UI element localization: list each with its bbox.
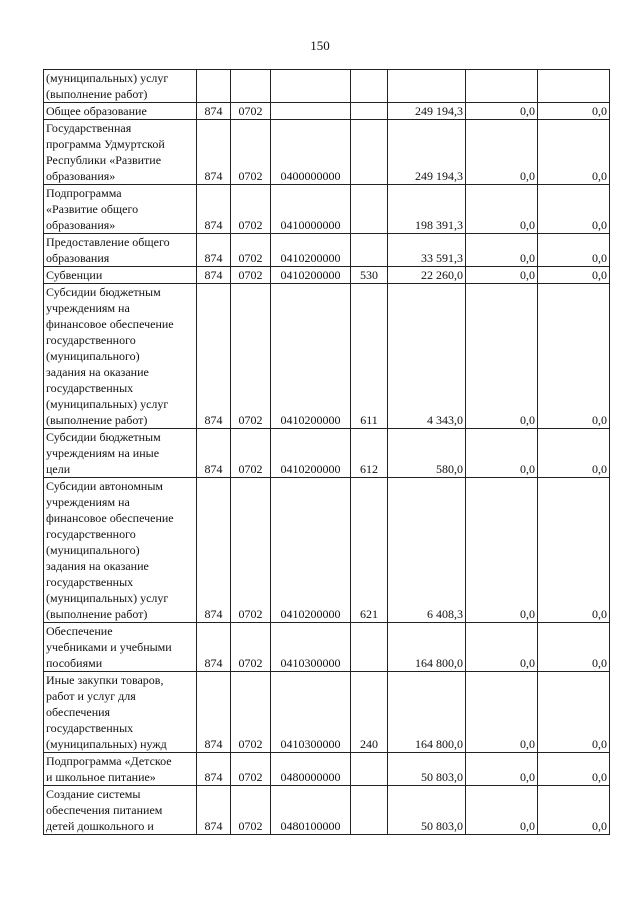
expense-type-code-cell [351,623,388,672]
amount-cell: 249 194,3 [388,120,466,185]
amount-year2-cell: 0,0 [466,429,538,478]
amount-year3-cell: 0,0 [538,672,610,753]
amount-year3-cell: 0,0 [538,120,610,185]
item-name-cell: Государственная программа Удмуртской Республики «Развитие образования» [44,120,197,185]
amount-year2-cell: 0,0 [466,284,538,429]
table-row [44,267,610,284]
budget-table [43,69,610,835]
expense-type-code-cell [351,185,388,234]
page-number: 150 [310,38,330,53]
table-row [44,185,610,234]
department-code-cell: 874 [197,672,231,753]
target-item-code-cell: 0480000000 [271,753,351,786]
target-item-code-cell: 0410300000 [271,672,351,753]
item-name-cell: Субвенции [44,267,197,284]
section-code-cell: 0702 [231,284,271,429]
amount-cell: 22 260,0 [388,267,466,284]
amount-cell: 164 800,0 [388,672,466,753]
expense-type-code-cell [351,103,388,120]
target-item-code-cell [271,70,351,103]
department-code-cell: 874 [197,753,231,786]
section-code-cell: 0702 [231,672,271,753]
amount-cell: 6 408,3 [388,478,466,623]
amount-year2-cell: 0,0 [466,672,538,753]
section-code-cell: 0702 [231,478,271,623]
amount-year2-cell: 0,0 [466,103,538,120]
target-item-code-cell: 0410200000 [271,284,351,429]
amount-year3-cell: 0,0 [538,753,610,786]
expense-type-code-cell [351,753,388,786]
amount-year3-cell: 0,0 [538,623,610,672]
expense-type-code-cell [351,786,388,835]
amount-year3-cell: 0,0 [538,284,610,429]
department-code-cell: 874 [197,234,231,267]
table-row [44,234,610,267]
amount-cell: 164 800,0 [388,623,466,672]
amount-cell: 33 591,3 [388,234,466,267]
department-code-cell: 874 [197,429,231,478]
target-item-code-cell [271,103,351,120]
expense-type-code-cell [351,70,388,103]
expense-type-code-cell: 612 [351,429,388,478]
amount-year2-cell: 0,0 [466,753,538,786]
table-row [44,672,610,753]
amount-cell: 249 194,3 [388,103,466,120]
section-code-cell: 0702 [231,786,271,835]
amount-year2-cell: 0,0 [466,185,538,234]
table-row [44,478,610,623]
amount-year2-cell: 0,0 [466,786,538,835]
item-name-cell: Субсидии бюджетным учреждениям на иные цели [44,429,197,478]
expense-type-code-cell [351,234,388,267]
section-code-cell: 0702 [231,103,271,120]
table-row [44,429,610,478]
target-item-code-cell: 0410000000 [271,185,351,234]
table-row [44,786,610,835]
table-body [44,70,610,835]
item-name-cell: Создание системы обеспечения питанием детей дошкольного и [44,786,197,835]
section-code-cell: 0702 [231,753,271,786]
item-name-cell: Обеспечение учебниками и учебными пособиями [44,623,197,672]
section-code-cell: 0702 [231,120,271,185]
section-code-cell: 0702 [231,267,271,284]
table-row [44,623,610,672]
amount-cell: 50 803,0 [388,786,466,835]
expense-type-code-cell [351,120,388,185]
section-code-cell [231,70,271,103]
table-row [44,70,610,103]
table-row [44,753,610,786]
department-code-cell: 874 [197,185,231,234]
amount-cell: 198 391,3 [388,185,466,234]
section-code-cell: 0702 [231,623,271,672]
section-code-cell: 0702 [231,234,271,267]
amount-year3-cell: 0,0 [538,103,610,120]
amount-year2-cell: 0,0 [466,267,538,284]
item-name-cell: Подпрограмма «Развитие общего образования» [44,185,197,234]
target-item-code-cell: 0410200000 [271,234,351,267]
expense-type-code-cell: 611 [351,284,388,429]
section-code-cell: 0702 [231,429,271,478]
table-row [44,120,610,185]
amount-cell: 50 803,0 [388,753,466,786]
amount-year3-cell: 0,0 [538,267,610,284]
amount-year2-cell: 0,0 [466,234,538,267]
department-code-cell: 874 [197,120,231,185]
amount-cell: 4 343,0 [388,284,466,429]
department-code-cell: 874 [197,284,231,429]
item-name-cell: Субсидии автономным учреждениям на финансовое обеспечение государственного (муниципального) задания на оказание государственных (муниципальных) услуг (выполнение работ) [44,478,197,623]
item-name-cell: Общее образование [44,103,197,120]
table-row [44,284,610,429]
expense-type-code-cell: 530 [351,267,388,284]
amount-year3-cell: 0,0 [538,234,610,267]
target-item-code-cell: 0480100000 [271,786,351,835]
amount-cell: 580,0 [388,429,466,478]
amount-year2-cell: 0,0 [466,120,538,185]
expense-type-code-cell: 621 [351,478,388,623]
amount-year3-cell: 0,0 [538,478,610,623]
expense-type-code-cell: 240 [351,672,388,753]
department-code-cell: 874 [197,103,231,120]
item-name-cell: (муниципальных) услуг (выполнение работ) [44,70,197,103]
section-code-cell: 0702 [231,185,271,234]
amount-year3-cell [538,70,610,103]
department-code-cell: 874 [197,267,231,284]
amount-year2-cell: 0,0 [466,478,538,623]
item-name-cell: Субсидии бюджетным учреждениям на финансовое обеспечение государственного (муниципального) задания на оказание государственных (муниципальных) услуг (выполнение работ) [44,284,197,429]
target-item-code-cell: 0400000000 [271,120,351,185]
target-item-code-cell: 0410200000 [271,478,351,623]
target-item-code-cell: 0410200000 [271,267,351,284]
department-code-cell: 874 [197,786,231,835]
amount-year2-cell [466,70,538,103]
table-row [44,103,610,120]
amount-year3-cell: 0,0 [538,429,610,478]
target-item-code-cell: 0410300000 [271,623,351,672]
department-code-cell: 874 [197,623,231,672]
item-name-cell: Иные закупки товаров, работ и услуг для обеспечения государственных (муниципальных) нужд [44,672,197,753]
amount-cell [388,70,466,103]
amount-year3-cell: 0,0 [538,786,610,835]
target-item-code-cell: 0410200000 [271,429,351,478]
department-code-cell: 874 [197,478,231,623]
amount-year2-cell: 0,0 [466,623,538,672]
item-name-cell: Подпрограмма «Детское и школьное питание» [44,753,197,786]
amount-year3-cell: 0,0 [538,185,610,234]
department-code-cell [197,70,231,103]
item-name-cell: Предоставление общего образования [44,234,197,267]
